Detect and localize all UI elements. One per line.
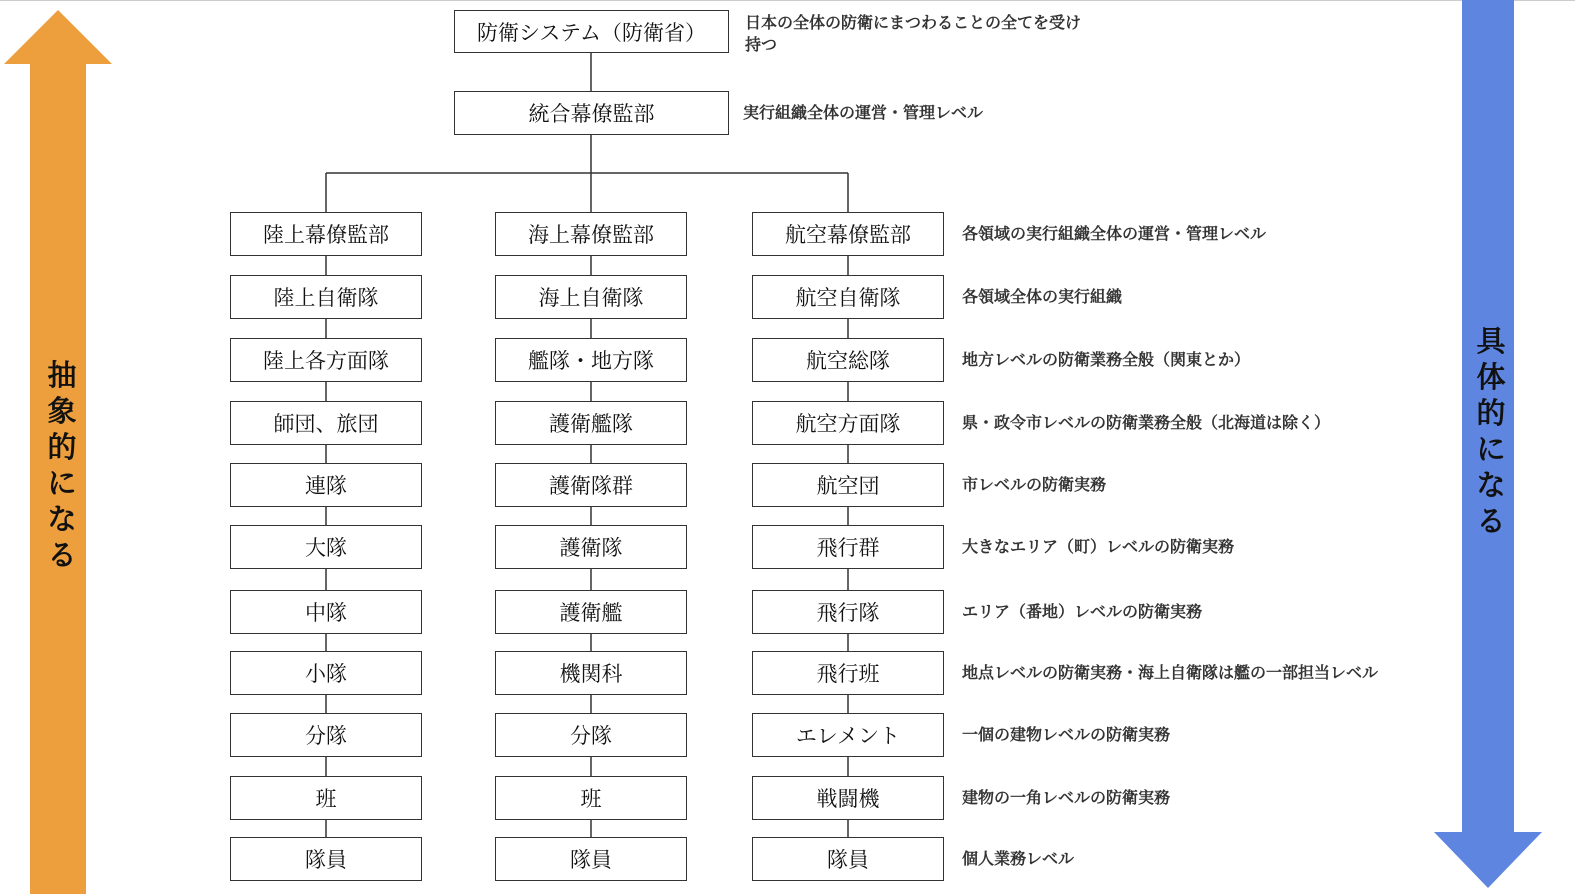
node-joint-staff [454,91,729,135]
level-description-6: 大きなエリア（町）レベルの防衛実務 [962,537,1235,556]
node-navy-level-2 [495,275,687,319]
node-joint-staff-label: 統合幕僚監部 [528,102,655,126]
node-defense-system-label: 防衛システム（防衛省） [477,20,706,45]
node-label: 中隊 [305,601,347,625]
node-air-level-2 [752,275,944,319]
node-defense-system [454,10,729,53]
node-label: 航空団 [816,474,880,498]
node-air-level-5 [752,463,944,507]
node-navy-level-4 [495,401,687,445]
node-army-level-8 [230,651,422,695]
node-army-level-1 [230,212,422,256]
node-army-level-6 [230,525,422,569]
level-description-7: エリア（番地）レベルの防衛実務 [962,602,1203,621]
node-label: 師団、旅団 [273,412,379,436]
node-air-level-7 [752,590,944,634]
node-navy-level-3 [495,338,687,382]
node-label: 護衛隊群 [549,474,633,498]
level-description-4: 県・政令市レベルの防衛業務全般（北海道は除く） [962,413,1331,432]
level-description-11: 個人業務レベル [962,849,1075,868]
node-label: 護衛艦 [559,601,623,625]
node-label: 班 [580,787,602,811]
node-navy-level-9 [495,713,687,757]
node-label: 飛行群 [816,536,880,560]
node-air-level-1 [752,212,944,256]
node-label: 航空幕僚監部 [785,223,911,247]
node-label: 分隊 [305,724,347,748]
node-label: 機関科 [559,662,623,686]
level-description-5: 市レベルの防衛実務 [962,475,1107,494]
node-army-level-5 [230,463,422,507]
desc-defense-system: 日本の全体の防衛にまつわることの全てを受け持つ [745,13,1082,54]
node-army-level-3 [230,338,422,382]
node-label: 陸上自衛隊 [273,286,379,310]
node-air-level-6 [752,525,944,569]
node-label: 班 [315,787,337,811]
node-navy-level-10 [495,776,687,820]
node-air-level-8 [752,651,944,695]
node-army-level-4 [230,401,422,445]
node-air-level-4 [752,401,944,445]
node-army-level-9 [230,713,422,757]
node-army-level-10 [230,776,422,820]
node-navy-level-11 [495,837,687,881]
node-label: 海上幕僚監部 [528,223,654,247]
node-label: 分隊 [570,724,612,748]
node-label: 隊員 [570,848,612,872]
node-air-level-11 [752,837,944,881]
node-label: 隊員 [827,848,869,872]
node-navy-level-1 [495,212,687,256]
node-air-level-3 [752,338,944,382]
node-label: 小隊 [305,662,347,686]
abstract-label: 抽象的になる [47,358,77,572]
level-description-9: 一個の建物レベルの防衛実務 [962,725,1171,744]
node-label: 大隊 [305,536,347,560]
node-navy-level-5 [495,463,687,507]
node-air-level-10 [752,776,944,820]
node-navy-level-7 [495,590,687,634]
level-description-3: 地方レベルの防衛業務全般（関東とか） [962,350,1251,369]
node-navy-level-6 [495,525,687,569]
node-label: 航空総隊 [806,349,890,373]
node-label: 艦隊・地方隊 [528,349,654,373]
node-label: 連隊 [305,474,347,498]
node-label: 護衛艦隊 [549,412,633,436]
desc-joint-staff: 実行組織全体の運営・管理レベル [743,103,984,122]
node-label: 隊員 [305,848,347,872]
node-label: 陸上各方面隊 [263,349,389,373]
node-label: 航空自衛隊 [795,286,901,310]
node-army-level-11 [230,837,422,881]
level-description-1: 各領域の実行組織全体の運営・管理レベル [962,224,1267,243]
node-navy-level-8 [495,651,687,695]
node-army-level-2 [230,275,422,319]
concrete-label: 具体的になる [1476,324,1506,538]
level-description-8: 地点レベルの防衛実務・海上自衛隊は艦の一部担当レベル [962,663,1379,682]
node-label: 陸上幕僚監部 [263,223,389,247]
level-description-10: 建物の一角レベルの防衛実務 [962,788,1171,807]
node-label: 戦闘機 [816,787,880,811]
node-label: 飛行隊 [816,601,880,625]
node-label: 護衛隊 [559,536,623,560]
node-label: 飛行班 [816,662,880,686]
node-army-level-7 [230,590,422,634]
node-air-level-9 [752,713,944,757]
level-description-2: 各領域全体の実行組織 [962,287,1123,306]
node-label: エレメント [795,724,901,748]
node-label: 海上自衛隊 [538,286,644,310]
node-label: 航空方面隊 [795,412,901,436]
